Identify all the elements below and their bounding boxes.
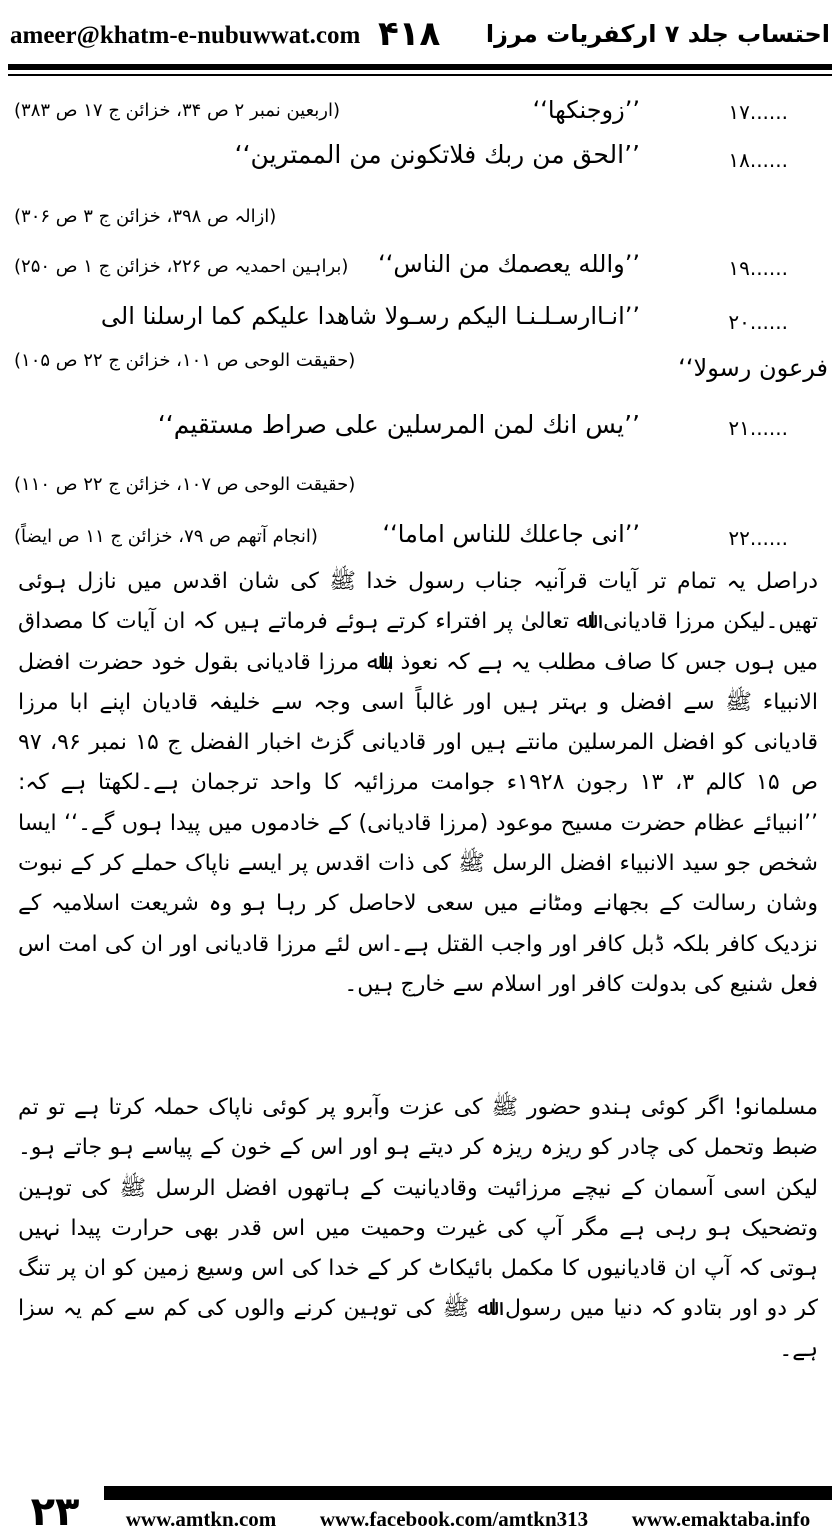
header-rule-thin (8, 74, 832, 76)
verse-20-reference: (حقیقت الوحی ص ۱۰۱، خزائن ج ۲۲ ص ۱۰۵) (14, 350, 356, 371)
verse-21-number: ۲۱...... (728, 416, 788, 440)
verse-22-number: ۲۲...... (728, 526, 788, 550)
footer-page-badge: ۲۳ (6, 1484, 104, 1540)
verse-19-reference: (براہین احمدیہ ص ۲۲۶، خزائن ج ۱ ص ۲۵۰) (14, 256, 349, 277)
footer-urls (104, 1502, 832, 1536)
verse-19-text: ’’والله يعصمك من الناس‘‘ (378, 250, 640, 278)
verse-20-number: ۲۰...... (728, 310, 788, 334)
footer-url-facebook[interactable]: www.facebook.com/amtkn313 (319, 1506, 589, 1531)
verse-17-number: ۱۷...... (728, 100, 788, 124)
verse-17-reference: (اربعین نمبر ۲ ص ۳۴، خزائن ج ۱۷ ص ۳۸۳) (14, 100, 340, 121)
verse-18-text: ’’الحق من ربك فلاتكونن من الممترين‘‘ (234, 140, 640, 169)
verse-18-reference: (ازالہ ص ۳۹۸، خزائن ج ۳ ص ۳۰۶) (14, 206, 277, 227)
verse-17-text: ’’زوجنكها‘‘ (532, 96, 640, 124)
header-rule-thick (8, 64, 832, 70)
verse-19-number: ۱۹...... (728, 256, 788, 280)
body-paragraph-1: دراصل یہ تمام تر آیات قرآنیہ جناب رسول خدا ﷺ کی شان اقدس میں نازل ہوئی تھیں۔لیکن مرزا قادیانی اﷲ تعالیٰ پر افتراء کرتے ہوئے فرماتے ہیں کہ ان آیات کا مصداق میں ہوں جس کا صاف مطلب یہ ہے کہ نعوذ باﷲ مرزا قادیانی بقول خود حضرت افضل الانبیاء ﷺ سے افضل و بہتر ہیں اور غالباً اسی وجہ سے خلیفہ قادیان اپنے ابا مرزا قادیانی کو افضل المرسلین مانتے ہیں اور قادیانی گزٹ اخبار الفضل ج ۱۵ نمبر ۹۶، ۹۷ ص ۱۵ کالم ۳، ۱۳ رجون ۱۹۲۸ء جوامت مرزائیہ کا واحد ترجمان ہے۔لکھتا ہے کہ: ’’انبیائے عظام حضرت مسیح موعود (مرزا قادیانی) کے خادموں میں پیدا ہوں گے۔‘‘ ایسا شخص جو سید الانبیاء افضل الرسل ﷺ کی ذات اقدس پر ایسے ناپاک حملے کر کے نبوت وشان رسالت کے بجھانے ومٹانے میں سعی لاحاصل کر رہا ہو وہ شریعت اسلامیہ کے نزدیک کافر بلکہ ڈبل کافر اور واجب القتل ہے۔اس لئے مرزا قادیانی اور ان کی امت اس فعل شنیع کی بدولت کافر اور اسلام سے خارج ہیں۔ (18, 569, 819, 997)
verse-20-text: ’’انـاارسـلـنـا اليكم رسـولا شاهدا عليكم كما ارسلنا الى (100, 302, 640, 330)
page-number: ۴۱۸ (378, 14, 441, 54)
book-title: احتساب جلد ۷ ارکفریات مرزا (485, 20, 830, 48)
verse-20-text-continued: فرعون رسولا‘‘ (678, 354, 828, 382)
footer-bar (104, 1486, 832, 1500)
footer-url-emaktaba[interactable]: www.emaktaba.info (631, 1506, 811, 1531)
verse-21-reference: (حقیقت الوحی ص ۱۰۷، خزائن ج ۲۲ ص ۱۱۰) (14, 474, 356, 495)
body-paragraph-2: مسلمانو! اگر کوئی ہندو حضور ﷺ کی عزت وآبرو پر کوئی ناپاک حملہ کرتا ہے تو تم ضبط وتحمل کی چادر کو ریزہ ریزہ کر دیتے ہو اور اس کے خون کے پیاسے ہو جاتے ہو۔لیکن اسی آسمان کے نیچے مرزائیت وقادیانیت کے ہاتھوں افضل الرسل ﷺ کی توہین وتضحیک ہو رہی ہے مگر آپ کی غیرت وحمیت میں اس قدر بھی حرارت پیدا نہیں ہوتی کہ آپ ان قادیانیوں کا مکمل بائیکاٹ کر کے خدا کی اس وسیع زمین کو ان پر تنگ کر دو اور بتادو کہ دنیا میں رسول اﷲ ﷺ کی توہین کرنے والوں کی کم سے کم یہ سزا ہے۔ (18, 1095, 818, 1362)
verse-21-text: ’’يس انك لمن المرسلين على صراط مستقيم‘‘ (157, 410, 640, 439)
verse-22-text: ’’انى جاعلك للناس اماما‘‘ (382, 520, 640, 548)
header-email: ameer@khatm-e-nubuwwat.com (10, 22, 361, 49)
footer-url-amtkn[interactable]: www.amtkn.com (125, 1506, 277, 1531)
verse-18-number: ۱۸...... (728, 148, 788, 172)
verse-22-reference: (انجام آتھم ص ۷۹، خزائن ج ۱۱ ص ایضاً) (14, 526, 318, 547)
